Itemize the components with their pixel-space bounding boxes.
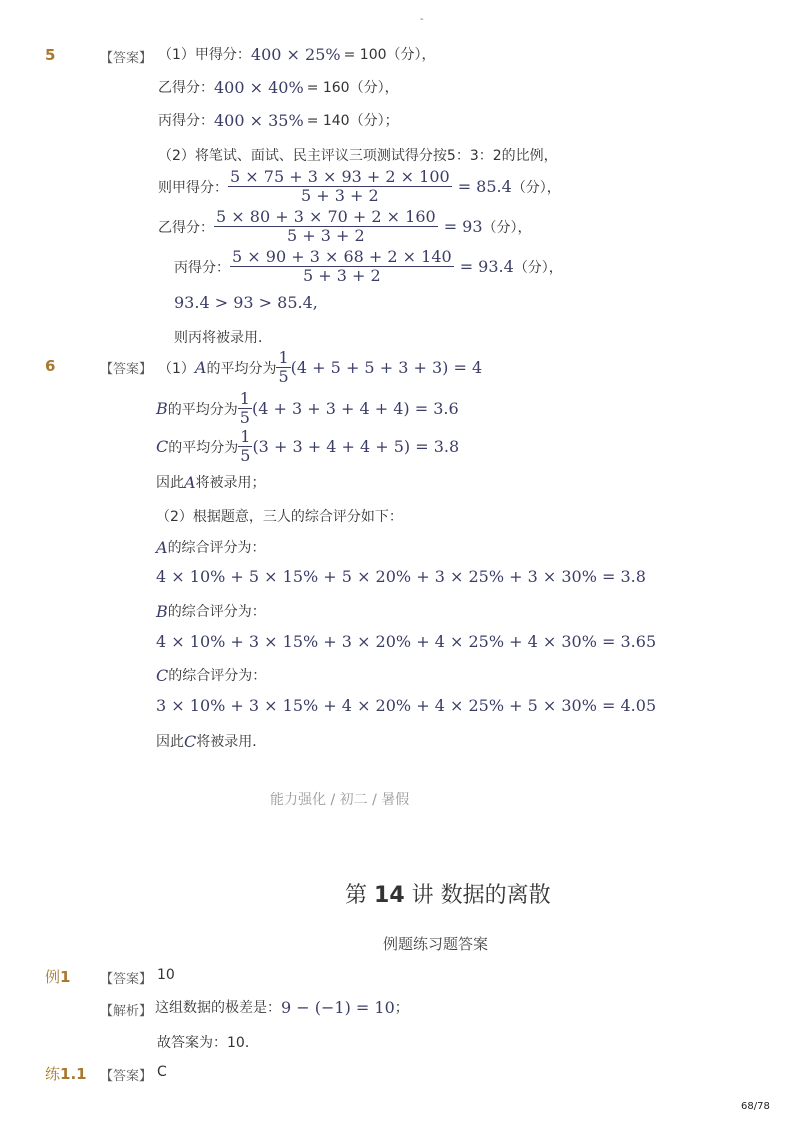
fraction-numerator: 1 — [239, 389, 250, 408]
section-subtitle: 例题练习题答案 — [383, 935, 489, 953]
q5-line1-text: （1）甲得分： — [158, 47, 251, 63]
q5-line1 — [158, 44, 436, 64]
q6-therefore-c — [156, 731, 266, 751]
q6-c-fraction — [238, 428, 252, 465]
q5-jia-fraction — [228, 168, 452, 205]
q5-jia-unit: （分）， — [511, 179, 561, 196]
q5-bing-label: 丙得分： — [174, 259, 230, 276]
q6-b-comp-expr: 4 × 10% + 3 × 15% + 3 × 20% + 4 × 25% + 4 × 30% = 3.65 — [156, 632, 657, 651]
q5-bing-unit: （分）， — [513, 259, 563, 276]
q6-c-label: 的平均分为 — [168, 439, 239, 456]
q6-part2: （2）根据题意，三人的综合评分如下： — [156, 509, 403, 525]
q6-b-label: 的平均分为 — [167, 401, 238, 418]
q6-c-var: C — [156, 437, 169, 456]
q6-a-comp-label-row — [156, 537, 266, 557]
practice-label-number: 1.1 — [60, 1064, 87, 1083]
answer-tag: 【答案】 — [100, 1069, 153, 1084]
example-label-prefix: 例 — [45, 968, 61, 986]
q6-a-comp-var: A — [156, 537, 168, 557]
lecture-title — [345, 878, 551, 909]
q5-line1-result: = 100（分）， — [343, 47, 436, 63]
q6-b-comp-label-row — [156, 601, 266, 621]
fraction-denominator: 5 — [240, 446, 251, 465]
q6-b-comp-label: 的综合评分为： — [167, 604, 266, 620]
q6-a-average — [158, 349, 482, 386]
q5-line3 — [158, 110, 399, 130]
q5-line2-text: 乙得分： — [158, 80, 214, 96]
q5-bing-numerator: 5 × 90 + 3 × 68 + 2 × 140 — [232, 247, 452, 266]
q5-line3-math: 400 × 35% — [214, 110, 304, 130]
fraction-denominator: 5 — [278, 367, 289, 386]
answer-tag: 【答案】 — [100, 972, 153, 987]
q5-conclusion: 则丙将被录用． — [174, 330, 272, 346]
example-1-final: 故答案为：10． — [157, 1035, 259, 1051]
fraction-numerator: 1 — [240, 427, 251, 446]
top-mark: - — [420, 14, 424, 25]
therefore-suffix: 将被录用； — [195, 475, 266, 491]
q6-b-expr: (4 + 3 + 3 + 4 + 4) = 3.6 — [251, 399, 459, 418]
q5-compare: 93.4 > 93 > 85.4, — [174, 293, 318, 312]
answer-tag: 【答案】 — [100, 51, 153, 66]
q5-yi-label: 乙得分： — [158, 219, 214, 236]
q6-therefore-a — [156, 472, 266, 492]
q6-a-comp-label: 的综合评分为： — [167, 540, 266, 556]
q6-c-expr: (3 + 3 + 4 + 4 + 5) = 3.8 — [252, 437, 460, 456]
therefore-var: C — [184, 731, 197, 751]
lecture-prefix: 第 — [345, 883, 368, 908]
q6-c-comp-var: C — [156, 665, 169, 685]
lecture-suffix: 讲 数据的离散 — [411, 883, 551, 908]
q6-b-average — [156, 390, 459, 427]
answer-tag: 【答案】 — [100, 362, 153, 377]
q5-line1-math: 400 × 25% — [250, 44, 341, 64]
example-1-analysis — [155, 997, 409, 1017]
q6-a-var: A — [194, 358, 207, 377]
q5-bing-result: = 93.4 — [459, 257, 514, 276]
q5-line2-result: = 160（分）， — [306, 80, 399, 96]
q6-c-comp-label: 的综合评分为： — [168, 668, 267, 684]
q5-yi-numerator: 5 × 80 + 3 × 70 + 2 × 160 — [216, 207, 436, 226]
analysis-tag: 【解析】 — [100, 1004, 153, 1019]
q6-part1-prefix: （1） — [158, 360, 195, 377]
fraction-numerator: 1 — [278, 348, 289, 367]
q5-line2 — [158, 77, 399, 97]
q5-bing — [174, 248, 563, 285]
fraction-denominator: 5 — [239, 408, 250, 427]
q5-bing-denominator: 5 + 3 + 2 — [302, 266, 381, 285]
example-1-answer: 10 — [157, 967, 175, 983]
q6-a-label: 的平均分为 — [206, 360, 277, 377]
page-number: 68/78 — [741, 1101, 770, 1112]
therefore-prefix: 因此 — [156, 475, 184, 491]
q6-a-expr: (4 + 5 + 5 + 3 + 3) = 4 — [290, 358, 483, 377]
practice-1-1-answer: C — [157, 1064, 167, 1080]
q6-a-comp-expr: 4 × 10% + 5 × 15% + 5 × 20% + 3 × 25% + 3 × 30% = 3.8 — [156, 567, 646, 586]
q6-a-fraction — [276, 349, 290, 386]
q5-yi-unit: （分）， — [482, 219, 532, 236]
q5-line3-text: 丙得分： — [158, 113, 214, 129]
q6-b-comp-var: B — [156, 601, 168, 621]
q5-jia-result: = 85.4 — [457, 177, 512, 196]
q5-jia-label: 则甲得分： — [158, 179, 228, 196]
q6-c-comp-expr: 3 × 10% + 3 × 15% + 4 × 20% + 4 × 25% + 5 × 30% = 4.05 — [156, 696, 657, 715]
question-number-6: 6 — [45, 357, 56, 375]
q5-bing-fraction — [230, 248, 454, 285]
analysis-end: ； — [394, 1000, 409, 1016]
q5-line3-result: = 140（分）； — [306, 113, 399, 129]
lecture-number: 14 — [374, 883, 405, 908]
analysis-math: 9 − (−1) = 10 — [281, 997, 395, 1017]
q5-jia — [158, 168, 561, 205]
practice-label-prefix: 练 — [45, 1065, 61, 1083]
q5-jia-numerator: 5 × 75 + 3 × 93 + 2 × 100 — [230, 167, 450, 186]
practice-1-1-label — [45, 1063, 87, 1084]
example-1-label — [45, 966, 70, 987]
therefore-var: A — [184, 472, 196, 492]
q6-b-var: B — [156, 399, 168, 418]
q6-c-comp-label-row — [156, 665, 266, 685]
q5-line4: （2）将笔试、面试、民主评议三项测试得分按5：3：2的比例， — [158, 148, 558, 164]
therefore-suffix: 将被录用． — [196, 734, 267, 750]
q5-yi-result: = 93 — [443, 217, 483, 236]
q5-line2-math: 400 × 40% — [214, 77, 304, 97]
page-footer: 能力强化 / 初二 / 暑假 — [270, 792, 410, 808]
q5-jia-denominator: 5 + 3 + 2 — [300, 186, 379, 205]
analysis-text: 这组数据的极差是： — [155, 1000, 281, 1016]
q6-c-average — [156, 428, 459, 465]
q6-b-fraction — [238, 390, 252, 427]
q5-yi-fraction — [214, 208, 438, 245]
q5-yi-denominator: 5 + 3 + 2 — [286, 226, 365, 245]
therefore-prefix: 因此 — [156, 734, 184, 750]
example-label-number: 1 — [60, 967, 71, 986]
q5-yi — [158, 208, 532, 245]
question-number-5: 5 — [45, 46, 56, 64]
